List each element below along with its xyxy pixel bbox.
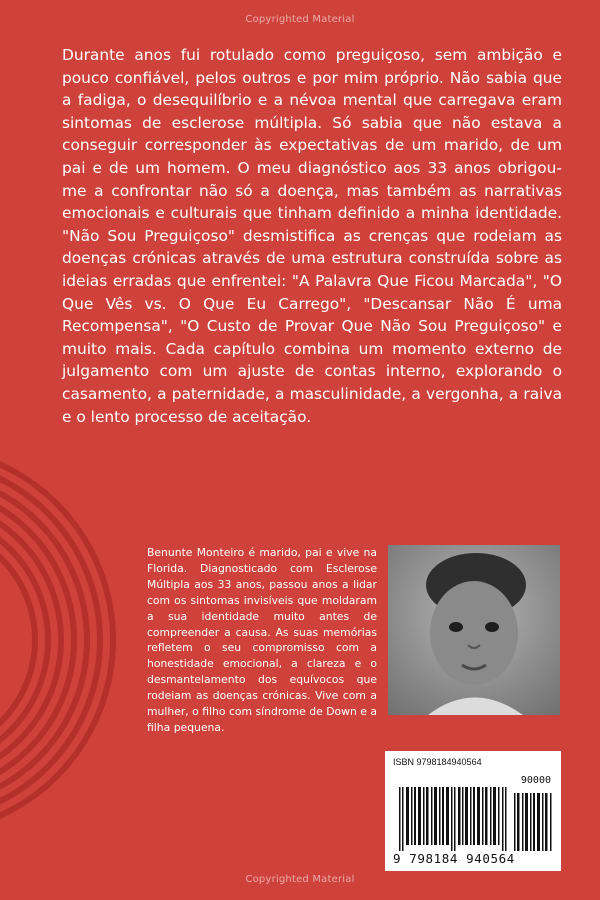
addon-bars [514,787,554,851]
barcode-digits: 9 798184 940564 [393,851,515,866]
watermark-bottom: Copyrighted Material [245,874,355,885]
price-addon: 90000 [520,775,551,786]
isbn-label: ISBN 9798184940564 [393,757,482,767]
barcode-bars [399,787,509,851]
author-photo [388,545,560,715]
isbn-barcode [385,751,561,871]
book-blurb: Durante anos fui rotulado como preguiçoso, sem ambição e pouco confiável, pelos outros e por mim próprio. Não sabia que a fadiga, o desequilíbrio e a névoa mental que carregava eram sintomas de esclerose múltipla. Só sabia que não estava a conseguir corresponder às expectativas de um marido, de um pai e de um homem. O meu diagnóstico aos 33 anos obrigou-me a confrontar não só a doença, mas também as narrativas emocionais e culturais que tinham definido a minha identidade. "Não Sou Preguiçoso" desmistifica as crenças que rodeiam as doenças crónicas através de uma estrutura construída sobre as ideias erradas que enfrentei: "A Palavra Que Ficou Marcada", "O Que Vês vs. O Que Eu Carrego", "Descansar Não É uma Recompensa", "O Custo de Provar Que Não Sou Preguiçoso" e muito mais. Cada capítulo combina um momento externo de julgamento com um ajuste de contas interno, explorando o casamento, a paternidade, a masculinidade, a vergonha, a raiva e o lento processo de aceitação. [62,46,562,426]
author-bio: Benunte Monteiro é marido, pai e vive na Florida. Diagnosticado com Esclerose Múltipla aos 33 anos, passou anos a lidar com os sintomas invisíveis que moldaram a sua identidade muito antes de compreender a causa. As suas memórias refletem o seu compromisso com a honestidade emocional, a clareza e o desmantelamento dos equívocos que rodeiam as doenças crónicas. Vive com a mulher, o filho com síndrome de Down e a filha pequena. [147,546,377,734]
watermark-top: Copyrighted Material [245,14,355,25]
